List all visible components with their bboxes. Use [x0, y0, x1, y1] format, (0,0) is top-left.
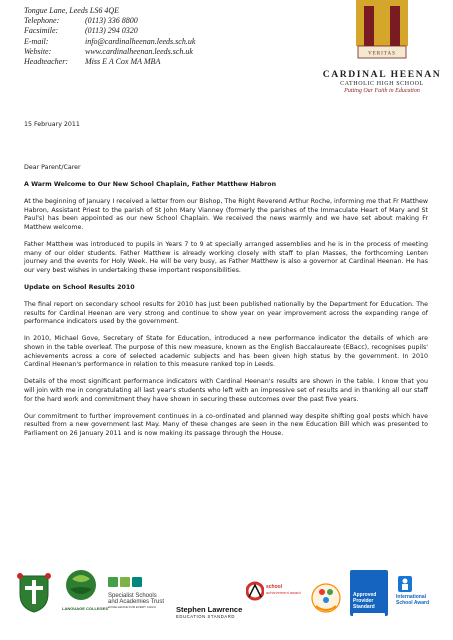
- contact-telephone: [24, 16, 195, 26]
- contact-label: Facsimile:: [24, 26, 59, 36]
- paragraph: Details of the most significant performance indicators with Cardinal Heenan's results are shown in the table. I know that you will join with me in congratulating all last year's students who left with an impressive set of results and in thanking all our staff for the hard work and commitment they have shown in securing these outcomes over the past five years.: [24, 378, 428, 403]
- contact-label: Website:: [24, 46, 52, 56]
- specialist-schools-logo: [108, 574, 170, 614]
- healthy-schools-icon: [310, 580, 342, 614]
- international-school-award-logo: [396, 574, 442, 614]
- international-school-award-icon: [398, 576, 412, 592]
- language-colleges-logo: [62, 568, 109, 616]
- crest-motto: VERITAS: [368, 51, 396, 57]
- letter-date: 15 February 2011: [24, 121, 80, 128]
- logo-label: achievement award: [266, 590, 301, 595]
- contact-value: (0113) 336 8800: [85, 16, 138, 26]
- contact-label: Headteacher:: [24, 57, 68, 67]
- accreditation-logos: [10, 566, 443, 618]
- logo-label: EDUCATION STANDARD: [176, 614, 236, 619]
- logo-label: LANGUAGE COLLEGES: [62, 606, 109, 611]
- contact-label: Telephone:: [24, 16, 60, 26]
- approved-provider-logo: [350, 570, 388, 616]
- logo-label: and Academies Trust: [108, 599, 165, 605]
- school-motto: Putting Our Faith in Education: [344, 88, 420, 94]
- paragraph: At the beginning of January I received a letter from our Bishop, The Right Reverend Arthur Roche, informing me that Fr Matthew Habron, Assistant Priest to the parish of St John Mary Vianney (formerly the parishes of the Immaculate Heart of Mary and St Paul's) has been appointed as our new School Chaplain. We received the news warmly and we have set about making Fr Matthew welcome.: [24, 197, 428, 231]
- contact-headteacher: [24, 57, 195, 67]
- letter-body: [24, 121, 428, 447]
- specialist-schools-icon: [108, 577, 170, 589]
- school-address: Tongue Lane, Leeds LS6 4QE: [24, 6, 120, 15]
- logo-label: Provider: [353, 598, 374, 604]
- contact-value: info@cardinalheenan.leeds.sch.uk: [85, 36, 196, 46]
- logo-label: Approved: [353, 592, 377, 598]
- contact-details: [24, 6, 195, 67]
- logo-label: Standard: [353, 604, 375, 610]
- logo-label: school: [266, 584, 283, 590]
- language-colleges-icon: [62, 568, 100, 602]
- letter-salutation: Dear Parent/Carer: [24, 163, 81, 171]
- diocese-crest-icon: [14, 570, 54, 614]
- contact-website: [24, 47, 195, 57]
- logo-label: Stephen Lawrence: [176, 605, 243, 614]
- stephen-lawrence-logo: [176, 586, 243, 619]
- paragraph: In 2010, Michael Gove, Secretary of State for Education, introduced a new performance indicator the details of which are shown in the table overleaf. The purpose of this new measure, known as the English Baccalaureate (EBacc), recognises pupils' achievements across a core of selected academic subjects and has been given high status by the government. In 2010 Cardinal Heenan's performance in relation to this measure ranked top in Leeds.: [24, 335, 428, 369]
- contact-value: (0113) 294 0320: [85, 26, 138, 36]
- school-achievement-icon: [246, 580, 264, 602]
- school-name: CARDINAL HEENAN: [322, 69, 442, 80]
- logo-label: EXCELLENCE FOR EVERY CHILD: [108, 605, 156, 609]
- contact-value: Miss E A Cox MA MBA: [85, 57, 161, 67]
- logo-label: School Award: [396, 600, 430, 606]
- contact-value: www.cardinalheenan.leeds.sch.uk: [85, 46, 193, 56]
- contact-email: [24, 37, 195, 47]
- paragraph: Our commitment to further improvement continues in a co-ordinated and planned way despite shifting goal posts which have resulted from a new government last May. Many of these changes are seen in the new Education Bill which was presented to Parliament on 26 January 2011 and is now making its passage through the House.: [24, 412, 428, 437]
- paragraph: The final report on secondary school results for 2010 has just been published nationally by the Department for Education. The results for Cardinal Heenan are very strong and continue to show year on year improvement across the expanding range of performance indicators used by the government.: [24, 301, 428, 326]
- section-heading: A Warm Welcome to Our New School Chaplain, Father Matthew Habron: [24, 180, 277, 188]
- contact-label: E-mail:: [24, 36, 49, 46]
- school-achievement-logo: [246, 576, 306, 616]
- contact-fax: [24, 26, 195, 36]
- logo-label: International: [396, 594, 427, 600]
- logo-label: Specialist Schools: [108, 593, 157, 599]
- school-subtitle: CATHOLIC HIGH SCHOOL: [340, 81, 424, 87]
- paragraph: Father Matthew was introduced to pupils in Years 7 to 9 at specially arranged assemblies and he is in the process of meeting many of our older students. Father Matthew is already working closely with staff to plan Masses, the forthcoming Lenten journey and the events for Holy Week. He will be very busy, as Father Matthew is also a governor at Cardinal Heenan. He has our very best wishes in undertaking these important responsibilities.: [24, 240, 428, 274]
- school-crest-icon: [354, 0, 410, 64]
- section-heading: Update on School Results 2010: [24, 283, 135, 291]
